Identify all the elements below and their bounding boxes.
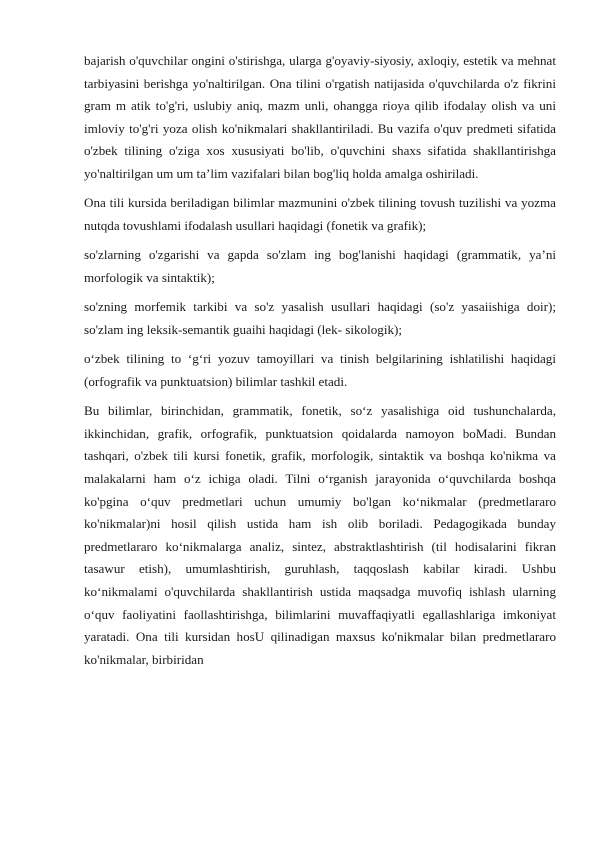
paragraph-phonetic-graphic: Ona tili kursida beriladigan bilimlar mazmunini o'zbek tilining tovush tuzilishi va yozma nutqda tovushlami ifodalash usullari haqidagi (fonetik va grafik);	[84, 195, 556, 233]
document-page	[84, 50, 556, 671]
paragraph-grammatical: so'zlarning o'zgarishi va gapda so'zlam ing bog'lanishi haqidagi (grammatik, ya’ni morfologik va sintaktik);	[84, 247, 556, 285]
paragraph-skills: Bu bilimlar, birinchidan, grammatik, fonetik, so‘z yasalishiga oid tushunchalarda, ikkinchidan, grafik, orfografik, punktuatsion qoidalarda namoyon boMadi. Bundan tashqari, o'zbek tili kursi fonetik, grafik, morfologik, sintaktik va boshqa ko'nikma va malakalarni ham o‘z ichiga oladi. Tilni o‘rganish jarayonida o‘quvchilarda boshqa ko'pgina o‘quv predmetlari uchun umumiy bo'lgan ko‘nikmalar (predmetlararo ko'nikmalar)ni hosil qilish ustida ham ish olib boriladi. Pedagogikada bunday predmetlararo ko‘nikmalarga analiz, sintez, abstraktlashtirish (til hodisalarini fikran tasawur etish), umumlashtirish, guruhlash, taqqoslash kabilar kiradi. Ushbu ko‘nikmalami o'quvchilarda shakllantirish ustida maqsadga muvofiq ishlash ularning o‘quv faoliyatini faollashtirishga, bilimlarini muvaffaqiyatli egallashlariga imkoniyat yaratadi. Ona tili kursidan hosU qilinadigan maxsus ko'nikmalar bilan predmetlararo ko'nikmalar, birbiridan	[84, 403, 556, 667]
paragraph-intro: bajarish o'quvchilar ongini o'stirishga, ularga g'oyaviy-siyosiy, axloqiy, estetik va mehnat tarbiyasini berishga yo'naltirilgan. Ona tilini o'rgatish natijasida o'quvchilarda o'z fikrini gram m atik to'g'ri, uslubiy aniq, mazm unli, ohangga rioya qilib ifodalay olish va uni imloviy to'g'ri yoza olish ko'nikmalari shakllantiriladi. Bu vazifa o'quv predmeti sifatida o'zbek tilining o'ziga xos xususiyati bo'lib, o'quvchini shaxs sifatida shakllantirishga yo'naltirilgan um um ta’lim vazifalari bilan bog'liq holda amalga oshiriladi.	[84, 53, 556, 181]
paragraph-orthographic: o‘zbek tilining to ‘g‘ri yozuv tamoyillari va tinish belgilarining ishlatilishi haqidagi (orfografik va punktuatsion) bilimlar tashkil etadi.	[84, 351, 556, 389]
paragraph-morphemic-lexical: so'zning morfemik tarkibi va so'z yasalish usullari haqidagi (so'z yasaiishiga doir); so'zlam ing leksik-semantik guaihi haqidagi (lek- sikologik);	[84, 299, 556, 337]
